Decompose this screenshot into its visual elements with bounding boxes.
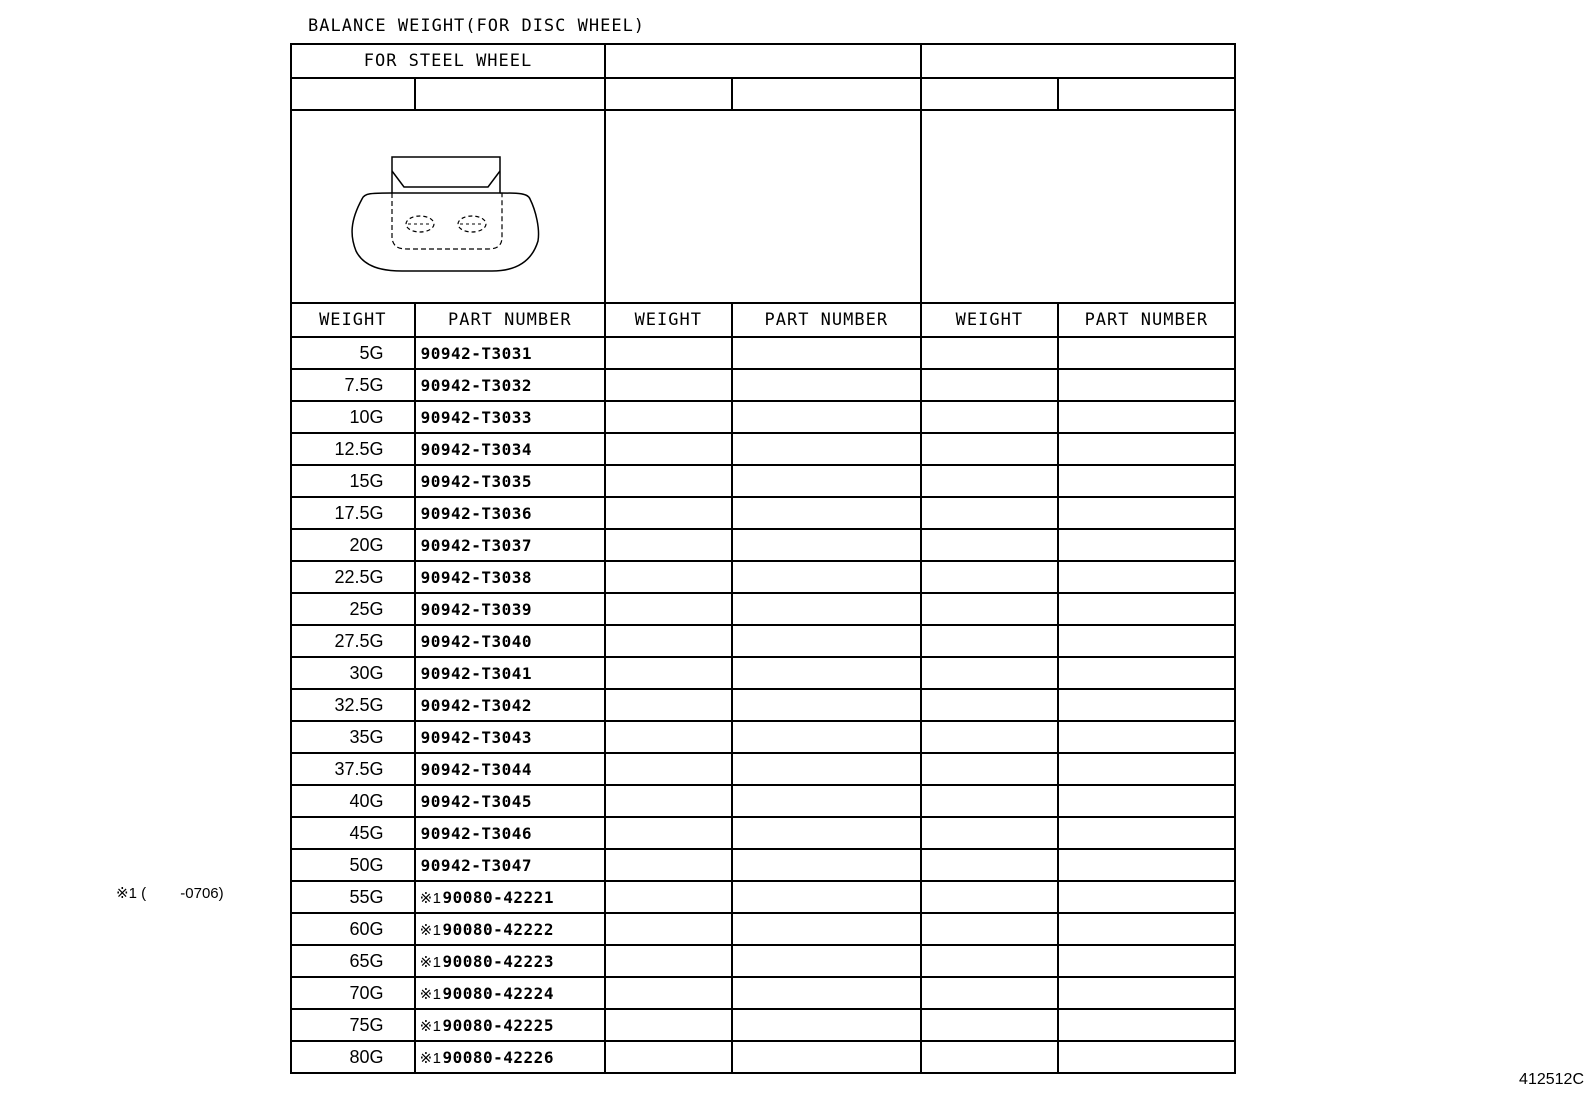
- blank-cell: [1058, 913, 1235, 945]
- blank-cell: [732, 657, 921, 689]
- part-number: 90942-T3034: [420, 439, 533, 459]
- part-number: 90942-T3036: [420, 503, 533, 523]
- weight-cell: 80G: [291, 1041, 415, 1073]
- blank-cell: [921, 721, 1058, 753]
- table-row: [291, 849, 1235, 881]
- blank-cell: [605, 977, 732, 1009]
- blank-cell: [1058, 1009, 1235, 1041]
- weight-cell: 12.5G: [291, 433, 415, 465]
- blank-cell: [732, 913, 921, 945]
- part-number-cell: [415, 753, 605, 785]
- blank-cell: [732, 433, 921, 465]
- table-row: [291, 753, 1235, 785]
- weight-cell: 10G: [291, 401, 415, 433]
- part-number-cell: [415, 369, 605, 401]
- table-row: [291, 561, 1235, 593]
- group-header-3: [921, 44, 1235, 78]
- blank-cell: [605, 945, 732, 977]
- blank-cell: [921, 689, 1058, 721]
- blank-cell: [415, 78, 605, 110]
- part-number-cell: [415, 721, 605, 753]
- weight-cell: 17.5G: [291, 497, 415, 529]
- table-row: [291, 337, 1235, 369]
- part-number: 90942-T3046: [420, 823, 533, 843]
- blank-cell: [732, 945, 921, 977]
- part-number-cell: [415, 945, 605, 977]
- part-number-cell: [415, 497, 605, 529]
- blank-cell: [732, 78, 921, 110]
- blank-cell: [732, 785, 921, 817]
- blank-cell: [921, 1041, 1058, 1073]
- blank-cell: [921, 593, 1058, 625]
- part-number-cell: [415, 1041, 605, 1073]
- blank-cell: [605, 913, 732, 945]
- blank-cell: [732, 753, 921, 785]
- table-row: [291, 1041, 1235, 1073]
- col-header-weight: WEIGHT: [605, 303, 732, 337]
- footnote: [116, 884, 224, 902]
- part-number-cell: [415, 433, 605, 465]
- blank-cell: [605, 657, 732, 689]
- table-row: [291, 945, 1235, 977]
- blank-cell: [1058, 881, 1235, 913]
- table-row: [291, 593, 1235, 625]
- blank-cell: [1058, 465, 1235, 497]
- part-number: 90942-T3033: [420, 407, 533, 427]
- blank-cell: [921, 625, 1058, 657]
- weight-cell: 30G: [291, 657, 415, 689]
- blank-cell: [921, 369, 1058, 401]
- table-row: [291, 529, 1235, 561]
- table-row: [291, 881, 1235, 913]
- weight-cell: 5G: [291, 337, 415, 369]
- part-number: 90942-T3041: [420, 663, 533, 683]
- blank-cell: [921, 753, 1058, 785]
- blank-cell: [921, 529, 1058, 561]
- part-number-cell: [415, 1009, 605, 1041]
- part-number: 90942-T3032: [420, 375, 533, 395]
- blank-cell: [605, 1041, 732, 1073]
- weight-cell: 55G: [291, 881, 415, 913]
- table-row: [291, 1009, 1235, 1041]
- part-number-cell: [415, 849, 605, 881]
- part-number-cell: [415, 625, 605, 657]
- blank-cell: [921, 977, 1058, 1009]
- blank-cell: [605, 785, 732, 817]
- part-number: 90942-T3040: [420, 631, 533, 651]
- part-number: 90942-T3039: [420, 599, 533, 619]
- reference-mark: ※1: [419, 889, 442, 907]
- part-number-cell: [415, 593, 605, 625]
- part-number-cell: [415, 337, 605, 369]
- blank-cell: [605, 689, 732, 721]
- illustration-cell-3: [921, 110, 1235, 303]
- part-number: 90080-42225: [442, 1015, 554, 1035]
- blank-cell: [1058, 625, 1235, 657]
- blank-cell: [1058, 945, 1235, 977]
- group-header-steel-wheel: FOR STEEL WHEEL: [291, 44, 605, 78]
- weight-cell: 70G: [291, 977, 415, 1009]
- blank-cell: [921, 817, 1058, 849]
- blank-cell: [732, 593, 921, 625]
- blank-cell: [732, 849, 921, 881]
- blank-cell: [732, 817, 921, 849]
- blank-cell: [605, 401, 732, 433]
- footnote-mark: ※1: [116, 885, 137, 902]
- blank-cell: [921, 1009, 1058, 1041]
- illustration-code: 412512C: [1519, 1071, 1584, 1088]
- blank-cell: [732, 881, 921, 913]
- blank-cell: [732, 625, 921, 657]
- table-row: [291, 369, 1235, 401]
- blank-cell: [732, 721, 921, 753]
- col-header-weight: WEIGHT: [291, 303, 415, 337]
- blank-cell: [1058, 753, 1235, 785]
- weight-cell: 75G: [291, 1009, 415, 1041]
- blank-cell: [921, 913, 1058, 945]
- blank-cell: [921, 849, 1058, 881]
- table-row: [291, 465, 1235, 497]
- part-number-cell: [415, 529, 605, 561]
- part-number: 90080-42223: [442, 951, 554, 971]
- illustration-cell-2: [605, 110, 921, 303]
- weight-cell: 25G: [291, 593, 415, 625]
- table-row: [291, 433, 1235, 465]
- blank-cell: [921, 881, 1058, 913]
- weight-cell: 37.5G: [291, 753, 415, 785]
- blank-cell: [921, 785, 1058, 817]
- blank-cell: [1058, 78, 1235, 110]
- blank-cell: [921, 401, 1058, 433]
- blank-cell: [1058, 433, 1235, 465]
- part-number: 90942-T3035: [420, 471, 533, 491]
- blank-cell: [921, 78, 1058, 110]
- col-header-part-number: PART NUMBER: [1058, 303, 1235, 337]
- part-number-cell: [415, 785, 605, 817]
- weight-cell: 7.5G: [291, 369, 415, 401]
- blank-cell: [732, 465, 921, 497]
- blank-cell: [605, 817, 732, 849]
- blank-cell: [732, 497, 921, 529]
- table-row: [291, 785, 1235, 817]
- blank-cell: [605, 593, 732, 625]
- table-row: [291, 913, 1235, 945]
- blank-cell: [921, 433, 1058, 465]
- table-row: [291, 721, 1235, 753]
- blank-cell: [605, 465, 732, 497]
- weight-cell: 45G: [291, 817, 415, 849]
- blank-cell: [732, 369, 921, 401]
- part-number-cell: [415, 657, 605, 689]
- blank-cell: [605, 433, 732, 465]
- balance-weight-icon: [292, 111, 598, 297]
- part-number-cell: [415, 977, 605, 1009]
- blank-cell: [605, 625, 732, 657]
- blank-cell: [1058, 689, 1235, 721]
- blank-cell: [732, 689, 921, 721]
- blank-cell: [1058, 657, 1235, 689]
- group-header-2: [605, 44, 921, 78]
- table-row: [291, 625, 1235, 657]
- table-row: [291, 401, 1235, 433]
- blank-cell: [291, 78, 415, 110]
- blank-cell: [1058, 337, 1235, 369]
- blank-cell: [732, 561, 921, 593]
- page-title: BALANCE WEIGHT(FOR DISC WHEEL): [308, 16, 646, 36]
- part-number: 90942-T3043: [420, 727, 533, 747]
- reference-mark: ※1: [419, 985, 442, 1003]
- blank-cell: [732, 977, 921, 1009]
- col-header-weight: WEIGHT: [921, 303, 1058, 337]
- part-number: 90080-42226: [442, 1047, 554, 1067]
- blank-cell: [1058, 561, 1235, 593]
- blank-cell: [605, 529, 732, 561]
- col-header-part-number: PART NUMBER: [415, 303, 605, 337]
- part-number: 90942-T3037: [420, 535, 533, 555]
- blank-cell: [732, 1009, 921, 1041]
- footnote-open: (: [141, 885, 147, 902]
- blank-cell: [1058, 401, 1235, 433]
- blank-cell: [605, 849, 732, 881]
- blank-cell: [921, 337, 1058, 369]
- table-row: [291, 977, 1235, 1009]
- blank-cell: [921, 561, 1058, 593]
- blank-cell: [921, 657, 1058, 689]
- table-row: [291, 657, 1235, 689]
- weight-illustration-cell: [291, 110, 605, 303]
- col-header-part-number: PART NUMBER: [732, 303, 921, 337]
- blank-cell: [732, 337, 921, 369]
- part-number: 90942-T3038: [420, 567, 533, 587]
- part-number: 90080-42222: [442, 919, 554, 939]
- table-row: [291, 497, 1235, 529]
- part-number: 90080-42221: [442, 887, 554, 907]
- part-number: 90942-T3047: [420, 855, 533, 875]
- blank-cell: [1058, 529, 1235, 561]
- blank-cell: [605, 881, 732, 913]
- blank-cell: [921, 497, 1058, 529]
- reference-mark: ※1: [419, 953, 442, 971]
- blank-cell: [921, 465, 1058, 497]
- blank-cell: [605, 337, 732, 369]
- part-number-cell: [415, 561, 605, 593]
- weight-cell: 65G: [291, 945, 415, 977]
- part-number: 90942-T3042: [420, 695, 533, 715]
- part-number-cell: [415, 401, 605, 433]
- part-number: 90942-T3044: [420, 759, 533, 779]
- blank-cell: [1058, 721, 1235, 753]
- weight-cell: 20G: [291, 529, 415, 561]
- blank-cell: [1058, 1041, 1235, 1073]
- weight-cell: 22.5G: [291, 561, 415, 593]
- part-number-cell: [415, 465, 605, 497]
- weight-cell: 50G: [291, 849, 415, 881]
- weight-cell: 32.5G: [291, 689, 415, 721]
- table-row: [291, 817, 1235, 849]
- blank-cell: [605, 561, 732, 593]
- blank-cell: [605, 369, 732, 401]
- blank-cell: [1058, 849, 1235, 881]
- blank-cell: [1058, 785, 1235, 817]
- weight-cell: 27.5G: [291, 625, 415, 657]
- weight-cell: 35G: [291, 721, 415, 753]
- part-number-cell: [415, 689, 605, 721]
- table-row: [291, 689, 1235, 721]
- blank-cell: [1058, 369, 1235, 401]
- part-number: 90080-42224: [442, 983, 554, 1003]
- blank-cell: [605, 753, 732, 785]
- part-number: 90942-T3031: [420, 343, 533, 363]
- blank-cell: [732, 1041, 921, 1073]
- blank-cell: [1058, 977, 1235, 1009]
- blank-cell: [605, 1009, 732, 1041]
- blank-cell: [605, 497, 732, 529]
- blank-cell: [1058, 817, 1235, 849]
- part-number-cell: [415, 913, 605, 945]
- part-number: 90942-T3045: [420, 791, 533, 811]
- blank-cell: [1058, 593, 1235, 625]
- weight-cell: 40G: [291, 785, 415, 817]
- weight-cell: 60G: [291, 913, 415, 945]
- balance-weight-table: [290, 43, 1236, 1074]
- blank-cell: [605, 78, 732, 110]
- part-number-cell: [415, 881, 605, 913]
- part-number-cell: [415, 817, 605, 849]
- reference-mark: ※1: [419, 1049, 442, 1067]
- weight-cell: 15G: [291, 465, 415, 497]
- footnote-date: -0706): [180, 885, 224, 902]
- blank-cell: [921, 945, 1058, 977]
- blank-cell: [732, 401, 921, 433]
- reference-mark: ※1: [419, 921, 442, 939]
- blank-cell: [605, 721, 732, 753]
- reference-mark: ※1: [419, 1017, 442, 1035]
- blank-cell: [732, 529, 921, 561]
- blank-cell: [1058, 497, 1235, 529]
